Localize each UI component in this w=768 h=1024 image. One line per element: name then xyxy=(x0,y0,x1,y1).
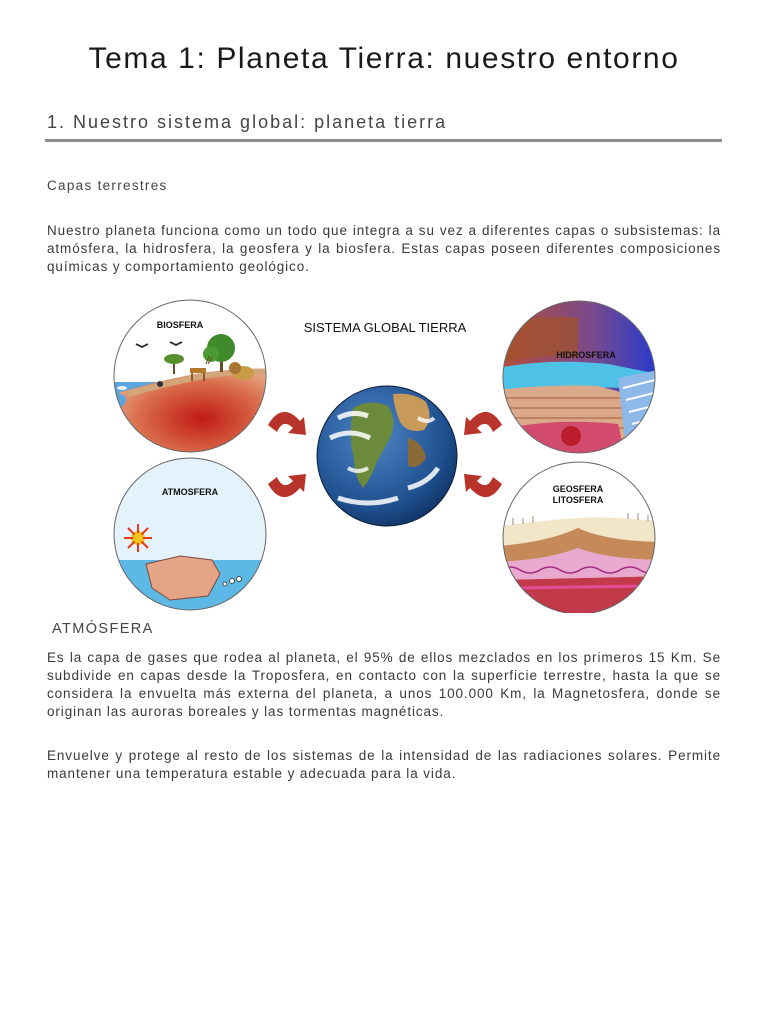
atmosfera-paragraph-1: Es la capa de gases que rodea al planeta, el 95% de ellos mezclados en los primeros 15 Km. Se subdivide en capas desde la Troposfera, en contacto con la superficie terrestre, hasta la que se considera la envuelta más externa del planeta, a unos 100.000 Km, la Magnetosfera, donde se originan las auroras boreales y las tormentas magnéticas. xyxy=(47,650,721,719)
atmosfera-paragraph-2: Envuelve y protege al resto de los sistemas de la intensidad de las radiaciones solares. Permite mantener una temperatura estable y adecuada para la vida. xyxy=(47,748,721,781)
earth-system-figure xyxy=(108,298,660,613)
hidrosfera-circle xyxy=(498,298,660,468)
page-title: Tema 1: Planeta Tierra: nuestro entorno xyxy=(88,42,680,75)
section-divider xyxy=(45,139,722,142)
arrow-bottom-left-icon xyxy=(268,474,306,497)
earth-globe xyxy=(317,386,457,526)
atmosfera-label: ATMOSFERA xyxy=(161,487,219,497)
intro-paragraph: Nuestro planeta funciona como un todo que integra a su vez a diferentes capas o subsistemas: la atmósfera, la hidrosfera, la geosfera y la biosfera. Estas capas poseen diferentes composiciones químicas y comportamiento geológico. xyxy=(47,223,721,274)
arrow-bottom-right-icon xyxy=(464,474,502,497)
litosfera-label: LITOSFERA xyxy=(552,495,604,505)
geosfera-circle xyxy=(498,458,660,613)
arrow-top-left-icon xyxy=(268,412,306,435)
atmosfera-circle xyxy=(108,456,278,613)
geosfera-label: GEOSFERA xyxy=(552,484,604,494)
subsection-title: Capas terrestres xyxy=(47,178,168,193)
atmosfera-heading: ATMÓSFERA xyxy=(52,621,154,637)
section-title: 1. Nuestro sistema global: planeta tierra xyxy=(47,112,448,132)
biosfera-label: BIOSFERA xyxy=(156,320,204,330)
earth-system-diagram xyxy=(108,298,660,613)
hidrosfera-label: HIDROSFERA xyxy=(556,350,616,360)
biosfera-circle xyxy=(108,298,278,468)
arrow-top-right-icon xyxy=(464,412,502,435)
diagram-title: SISTEMA GLOBAL TIERRA xyxy=(303,320,467,335)
sun-icon xyxy=(124,524,152,552)
